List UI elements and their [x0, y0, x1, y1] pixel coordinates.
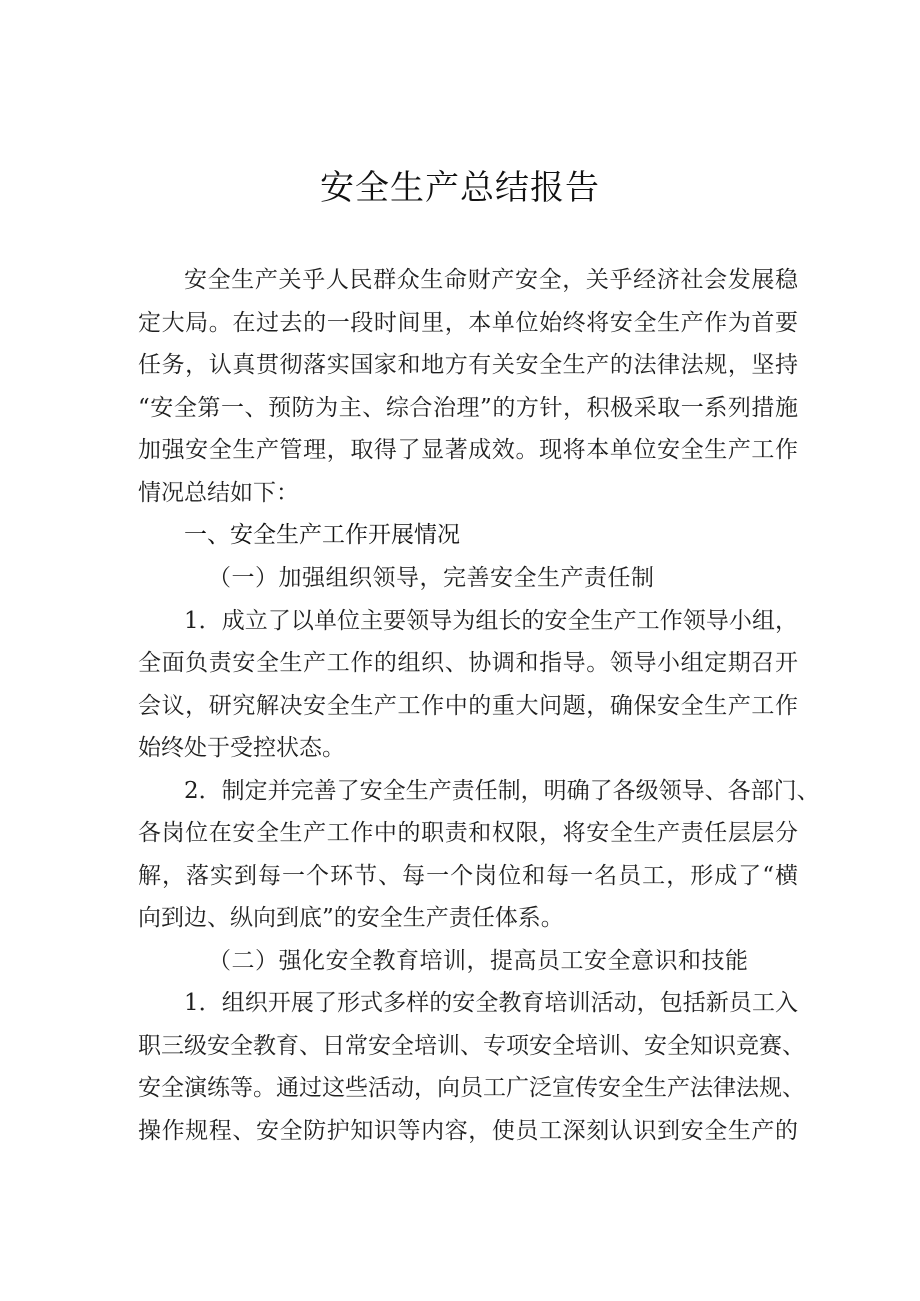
sub2-item1-line-3: 安全演练等。通过这些活动，向员工广泛宣传安全生产法律法规、 [138, 1075, 805, 1101]
subsection-heading-1: （一）加强组织领导，完善安全生产责任制 [208, 565, 655, 591]
intro-line-6: 情况总结如下： [138, 480, 299, 506]
intro-line-1: 安全生产关乎人民群众生命财产安全，关乎经济社会发展稳 [184, 267, 798, 293]
sub1-item2-line-2: 各岗位在安全生产工作中的职责和权限，将安全生产责任层层分 [138, 820, 798, 846]
subsection-heading-2: （二）强化安全教育培训，提高员工安全意识和技能 [208, 948, 749, 974]
sub1-item1-line-4: 始终处于受控状态。 [138, 735, 345, 761]
intro-line-2: 定大局。在过去的一段时间里，本单位始终将安全生产作为首要 [138, 310, 798, 336]
intro-line-3: 任务，认真贯彻落实国家和地方有关安全生产的法律法规，坚持 [138, 352, 798, 378]
sub1-item1-line-3: 会议，研究解决安全生产工作中的重大问题，确保安全生产工作 [138, 693, 798, 719]
intro-line-4: “安全第一、预防为主、综合治理”的方针，积极采取一系列措施 [138, 395, 798, 421]
section-heading: 一、安全生产工作开展情况 [184, 522, 460, 548]
document-title: 安全生产总结报告 [320, 168, 600, 208]
sub1-item1-line-2: 全面负责安全生产工作的组织、协调和指导。领导小组定期召开 [138, 650, 798, 676]
sub2-item1-line-1: 1．组织开展了形式多样的安全教育培训活动，包括新员工入 [184, 990, 798, 1016]
sub2-item1-line-4: 操作规程、安全防护知识等内容，使员工深刻认识到安全生产的 [138, 1118, 798, 1144]
sub1-item2-line-3: 解，落实到每一个环节、每一个岗位和每一名员工，形成了“横 [138, 863, 798, 889]
intro-line-5: 加强安全生产管理，取得了显著成效。现将本单位安全生产工作 [138, 437, 798, 463]
sub1-item1-line-1: 1．成立了以单位主要领导为组长的安全生产工作领导小组， [184, 608, 798, 634]
sub1-item2-line-4: 向到边、纵向到底”的安全生产责任体系。 [138, 905, 564, 931]
sub2-item1-line-2: 职三级安全教育、日常安全培训、专项安全培训、安全知识竞赛、 [138, 1033, 805, 1059]
sub1-item2-line-1: 2．制定并完善了安全生产责任制，明确了各级领导、各部门、 [184, 778, 820, 804]
